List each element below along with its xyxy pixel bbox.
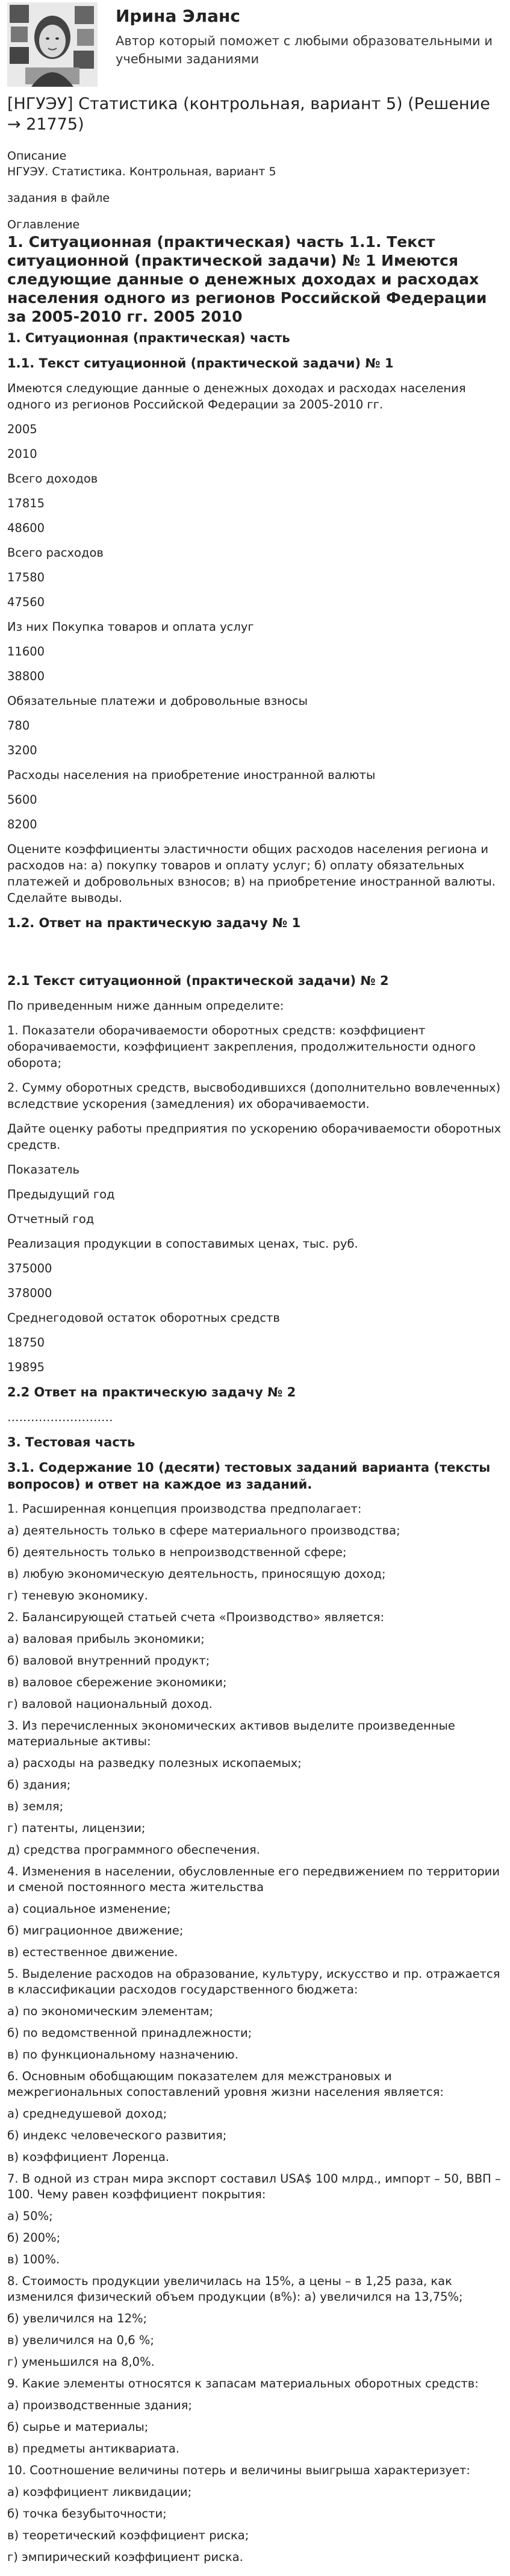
test-line: в) коэффициент Лоренца. <box>7 2150 170 2164</box>
text-paragraph: 17815 <box>7 496 45 510</box>
answer1-heading: 1.2. Ответ на практическую задачу № 1 <box>7 916 301 930</box>
text-paragraph: Всего расходов <box>7 546 104 560</box>
test-line: в) земля; <box>7 1799 64 1813</box>
test-line: 8. Стоимость продукции увеличилась на 15%, а цены – в 1,25 раза, как изменился физический объем продукции (в%): а) увеличился на 13,75%; <box>7 2274 463 2304</box>
author-info <box>98 2 503 68</box>
test-line: б) деятельность только в непроизводственной сфере; <box>7 1545 347 1559</box>
test-line: б) здания; <box>7 1778 71 1792</box>
text-paragraph: 38800 <box>7 669 45 683</box>
text-paragraph: Отчетный год <box>7 1212 95 1226</box>
test-line: а) по экономическим элементам; <box>7 2004 213 2018</box>
test-line: в) по функциональному назначению. <box>7 2048 238 2062</box>
author-description: Автор который поможет с любыми образовательными и учебными заданиями <box>116 34 493 66</box>
text-paragraph: Имеются следующие данные о денежных доходах и расходах населения одного из регионов Российской Федерации за 2005-2010 гг. <box>7 381 466 411</box>
section3-heading: 3. Тестовая часть <box>7 1435 135 1449</box>
text-paragraph: 1. Показатели оборачиваемости оборотных средств: коэффициент оборачиваемости, коэффициент закрепления, продолжительности одного оборота; <box>7 1024 476 1070</box>
test-line: 9. Какие элементы относятся к запасам материальных оборотных средств: <box>7 2377 479 2390</box>
text-paragraph: 2005 <box>7 422 37 436</box>
test-line: 7. В одной из стран мира экспорт составил USA$ 100 млрд., импорт – 50, ВВП – 100. Чему равен коэффициент покрытия: <box>7 2172 501 2201</box>
test-line: в) предметы антиквариата. <box>7 2442 180 2456</box>
section1-subheading: 1.1. Текст ситуационной (практической задачи) № 1 <box>7 356 394 370</box>
text-paragraph: 8200 <box>7 818 37 831</box>
section1-heading: 1. Ситуационная (практическая) часть <box>7 331 290 345</box>
description-label: Описание <box>7 149 67 163</box>
text-paragraph: Реализация продукции в сопоставимых ценах, тыс. руб. <box>7 1237 358 1251</box>
text-paragraph: 3200 <box>7 743 37 757</box>
test-line: а) коэффициент ликвидации; <box>7 2485 192 2499</box>
test-line: г) уменьшился на 8,0%. <box>7 2355 155 2369</box>
section2-body <box>7 998 503 1375</box>
test-line: б) 200%; <box>7 2231 61 2245</box>
test-line: а) среднедушевой доход; <box>7 2107 167 2121</box>
test-line: в) любую экономическую деятельность, приносящую доход; <box>7 1567 386 1581</box>
test-line: а) расходы на разведку полезных ископаемых; <box>7 1756 302 1770</box>
section1-body <box>7 380 503 906</box>
test-line: б) по ведомственной принадлежности; <box>7 2026 252 2040</box>
test-line: 3. Из перечисленных экономических активов выделите произведенные материальные активы: <box>7 1719 455 1748</box>
answer2-placeholder: ……………………… <box>7 1410 113 1424</box>
text-paragraph: По приведенным ниже данным определите: <box>7 999 284 1013</box>
text-paragraph: 2010 <box>7 447 37 461</box>
section3-subheading: 3.1. Содержание 10 (десяти) тестовых заданий варианта (тексты вопросов) и ответ на каждое из заданий. <box>7 1460 491 1492</box>
test-line: в) естественное движение. <box>7 1945 178 1959</box>
test-line: а) производственные здания; <box>7 2398 192 2412</box>
test-line: в) теоретический коэффициент риска; <box>7 2528 249 2542</box>
text-paragraph: Дайте оценку работы предприятия по ускорению оборачиваемости оборотных средств. <box>7 1122 502 1152</box>
author-header <box>7 0 503 93</box>
test-line: б) точка безубыточности; <box>7 2507 167 2521</box>
text-paragraph: 18750 <box>7 1336 45 1349</box>
avatar <box>7 2 98 87</box>
test-line: б) индекс человеческого развития; <box>7 2128 227 2142</box>
test-line: 6. Основным обобщающим показателем для межстрановых и межрегиональных сопоставлений уровня жизни населения является: <box>7 2069 444 2099</box>
test-line: б) миграционное движение; <box>7 1924 184 1937</box>
text-paragraph: Оцените коэффициенты эластичности общих расходов населения региона и расходов на: а) покупку товаров и оплату услуг; б) оплату обязательных платежей и добровольных взносов; в) на приобретение иностранной валюты. Сделайте выводы. <box>7 842 496 905</box>
text-paragraph: 47560 <box>7 595 45 609</box>
test-line: в) 100%. <box>7 2252 60 2266</box>
test-line: б) сырье и материалы; <box>7 2420 149 2434</box>
text-paragraph: 19895 <box>7 1360 45 1374</box>
author-name[interactable]: Ирина Эланс <box>116 6 240 26</box>
test-line: д) средства программного обеспечения. <box>7 1843 260 1857</box>
description-text: НГУЭУ. Статистика. Контрольная, вариант 5 <box>7 165 276 178</box>
test-line: в) увеличился на 0,6 %; <box>7 2333 154 2347</box>
test-line: 2. Балансирующей статьей счета «Производство» является: <box>7 1610 385 1624</box>
test-line: а) валовая прибыль экономики; <box>7 1632 205 1646</box>
task-file-note: задания в файле <box>7 192 110 205</box>
test-line: а) 50%; <box>7 2209 53 2223</box>
test-line: 5. Выделение расходов на образование, культуру, искусство и пр. отражается в классификации расходов государственного бюджета: <box>7 1967 500 1996</box>
text-paragraph: 48600 <box>7 521 45 535</box>
text-paragraph: Всего доходов <box>7 472 98 486</box>
test-line: г) теневую экономику. <box>7 1589 148 1602</box>
text-paragraph: Среднегодовой остаток оборотных средств <box>7 1311 280 1325</box>
test-line: 4. Изменения в населении, обусловленные его передвижением по территории и сменой постоянного места жительства <box>7 1865 500 1894</box>
text-paragraph: 5600 <box>7 793 37 807</box>
test-line: в) валовое сбережение экономики; <box>7 1675 227 1689</box>
text-paragraph: Расходы населения на приобретение иностранной валюты <box>7 768 376 782</box>
text-paragraph: 2. Сумму оборотных средств, высвободившихся (дополнительно вовлеченных) вследствие ускорения (замедления) их оборачиваемости. <box>7 1081 501 1111</box>
text-paragraph: Обязательные платежи и добровольные взносы <box>7 694 308 708</box>
answer2-heading: 2.2 Ответ на практическую задачу № 2 <box>7 1385 296 1399</box>
page-title: [НГУЭУ] Статистика (контрольная, вариант 5) (Решение → 21775) <box>7 95 490 134</box>
text-paragraph: 11600 <box>7 645 45 658</box>
test-line: б) валовой внутренний продукт; <box>7 1654 210 1668</box>
test-line: г) валовой национальный доход. <box>7 1697 213 1711</box>
text-paragraph: Предыдущий год <box>7 1187 115 1201</box>
text-paragraph: 780 <box>7 719 30 733</box>
text-paragraph: 375000 <box>7 1261 52 1275</box>
test-line: 10. Соотношение величины потерь и величины выигрыша характеризует: <box>7 2463 470 2477</box>
text-paragraph: Показатель <box>7 1163 79 1177</box>
test-line: б) увеличился на 12%; <box>7 2312 148 2325</box>
test-line: а) деятельность только в сфере материального производства; <box>7 1524 400 1537</box>
test-line: г) эмпирический коэффициент риска. <box>7 2550 243 2564</box>
toc-heading: 1. Ситуационная (практическая) часть 1.1. Текст ситуационной (практической задачи) № 1 Имеются следующие данные о денежных доходах и расходах населения одного из регионов Российской Федерации за 2005-2010 гг. 2005 2010 <box>7 233 487 325</box>
text-paragraph: 378000 <box>7 1286 52 1300</box>
test-questions <box>7 1501 503 2565</box>
test-line: 1. Расширенная концепция производства предполагает: <box>7 1502 362 1516</box>
text-paragraph: Из них Покупка товаров и оплата услуг <box>7 620 254 634</box>
section2-heading: 2.1 Текст ситуационной (практической задачи) № 2 <box>7 974 389 988</box>
test-line: г) патенты, лицензии; <box>7 1821 146 1835</box>
test-line: а) социальное изменение; <box>7 1902 171 1916</box>
toc-label: Оглавление <box>7 218 80 231</box>
text-paragraph: 17580 <box>7 571 45 584</box>
